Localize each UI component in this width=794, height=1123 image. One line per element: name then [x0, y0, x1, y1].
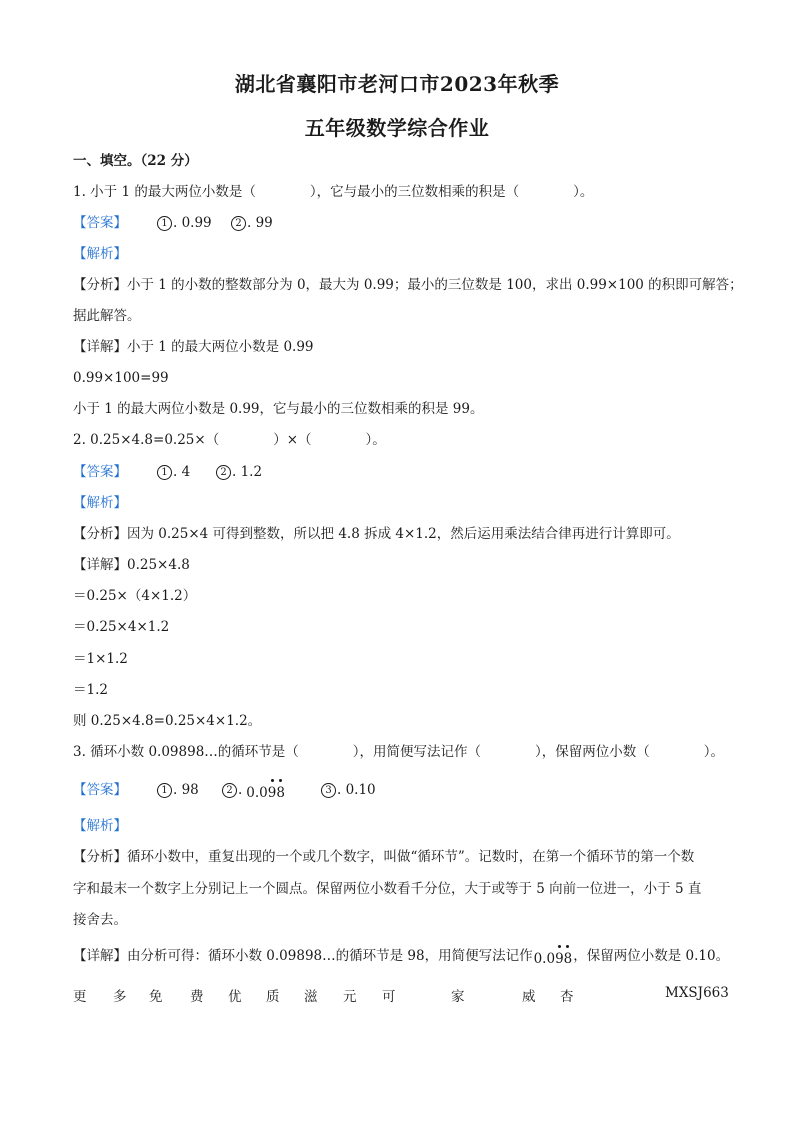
- answer-item: [157, 214, 212, 232]
- footer-char: 免: [149, 989, 163, 1005]
- detail-line: ＝0.25×4×1.2: [73, 619, 170, 635]
- detail-line: ＝0.25×（4×1.2）: [73, 588, 197, 604]
- answer-tag: 【答案】: [73, 215, 127, 231]
- footer-char: 质: [266, 989, 280, 1005]
- detail-line: [73, 338, 314, 356]
- repeat-prefix: 0.0: [533, 951, 556, 967]
- answer-text: . 99: [247, 215, 273, 231]
- fenxi-tag: 【分析】: [73, 277, 127, 293]
- repeating-decimal: [246, 784, 285, 802]
- detail-line: [73, 556, 190, 574]
- repeat-digit: [276, 784, 285, 802]
- detail-line: ＝1.2: [73, 682, 108, 698]
- circled-number: 1: [157, 783, 172, 798]
- answer-row-3: [73, 781, 433, 799]
- answer-item: [222, 781, 285, 799]
- detail-tag: 【详解】: [73, 339, 127, 355]
- answer-item: [157, 781, 199, 799]
- answer-text: . 4: [173, 464, 191, 480]
- footer-char: 费: [190, 989, 204, 1005]
- analysis-tag: 【解析】: [73, 818, 127, 834]
- detail-text: 由分析可得：循环小数 0.09898…的循环节是 98，用简便写法记作: [127, 948, 533, 964]
- answer-text: . 1.2: [232, 464, 263, 480]
- repeat-digit-text: 8: [563, 951, 573, 967]
- footer-char: 家: [451, 989, 465, 1005]
- footer-char: 多: [113, 989, 127, 1005]
- circled-number: 1: [157, 465, 172, 480]
- answer-item: [216, 463, 262, 481]
- answer-row-1: [73, 214, 373, 232]
- repeat-dot: [279, 779, 282, 782]
- footer-char: 可: [382, 989, 396, 1005]
- section-heading: 一、填空。（22 分）: [73, 153, 198, 169]
- answer-item: [321, 781, 376, 799]
- answer-item: [231, 214, 273, 232]
- fenxi-tag: 【分析】: [73, 849, 127, 865]
- fenxi-line: 接舍去。: [73, 912, 127, 928]
- fenxi-line: [73, 525, 680, 543]
- analysis-tag: 【解析】: [73, 495, 127, 511]
- fenxi-text: 循环小数中，重复出现的一个或几个数字，叫做“循环节”。记数时，在第一个循环节的第一个数: [127, 849, 695, 865]
- fenxi-line: [73, 276, 743, 294]
- detail-line: 小于 1 的最大两位小数是 0.99，它与最小的三位数相乘的积是 99。: [73, 401, 484, 417]
- repeating-decimal: [534, 950, 573, 968]
- question-1: 1. 小于 1 的最大两位小数是（ ），它与最小的三位数相乘的积是（ ）。: [73, 184, 594, 200]
- footer-char: 元: [343, 989, 357, 1005]
- repeat-prefix: 0.0: [246, 785, 268, 801]
- footer-char: 威: [522, 989, 536, 1005]
- answer-item: [157, 463, 190, 481]
- detail-tag: 【详解】: [73, 948, 127, 964]
- fenxi-text: 小于 1 的小数的整数部分为 0，最大为 0.99；最小的三位数是 100，求出 0.99×100 的积即可解答；: [127, 277, 743, 293]
- repeat-digit: [555, 950, 564, 968]
- detail-line: 0.99×100=99: [73, 370, 169, 386]
- fenxi-line: 字和最末一个数字上分别记上一个圆点。保留两位小数看千分位，大于或等于 5 向前一位进一，小于 5 直: [73, 881, 702, 897]
- repeat-digit: [564, 950, 573, 968]
- footer-char: 杏: [560, 989, 574, 1005]
- repeat-digit-text: 8: [276, 785, 285, 801]
- footer-char: 滋: [304, 989, 318, 1005]
- repeat-dot: [558, 945, 561, 948]
- circled-number: 2: [222, 783, 237, 798]
- circled-number: 1: [157, 216, 172, 231]
- answer-tag: 【答案】: [73, 782, 127, 798]
- answer-tag: 【答案】: [73, 464, 127, 480]
- title-line-2: 五年级数学综合作业: [304, 116, 490, 140]
- question-3: 3. 循环小数 0.09898…的循环节是（ ），用简便写法记作（ ），保留两位小数（ ）。: [73, 744, 725, 760]
- detail-tag: 【详解】: [73, 557, 127, 573]
- detail-text: 0.25×4.8: [127, 557, 190, 573]
- answer-row-2: [73, 463, 373, 481]
- answer-text: . 0.99: [173, 215, 212, 231]
- detail-line: 则 0.25×4.8=0.25×4×1.2。: [73, 713, 262, 729]
- circled-number: 2: [231, 216, 246, 231]
- detail-text: ，保留两位小数是 0.10。: [573, 948, 730, 964]
- detail-text: 小于 1 的最大两位小数是 0.99: [127, 339, 314, 355]
- fenxi-tag: 【分析】: [73, 526, 127, 542]
- repeat-dot: [566, 945, 569, 948]
- repeat-digit-text: 9: [267, 785, 277, 801]
- detail-line: [73, 947, 729, 965]
- circled-number: 2: [216, 465, 231, 480]
- detail-line: ＝1×1.2: [73, 651, 128, 667]
- footer-char: 更: [73, 989, 87, 1005]
- footer-char: 优: [228, 989, 242, 1005]
- analysis-tag: 【解析】: [73, 246, 127, 262]
- circled-number: 3: [321, 783, 336, 798]
- repeat-dot: [271, 779, 274, 782]
- question-2: 2. 0.25×4.8=0.25×（ ）×（ ）。: [73, 432, 386, 448]
- fenxi-line: 据此解答。: [73, 308, 141, 324]
- answer-text: . 0.10: [337, 782, 376, 798]
- fenxi-line: [73, 848, 694, 866]
- title-line-1: 湖北省襄阳市老河口市2023年秋季: [234, 72, 560, 96]
- answer-text: . 98: [173, 782, 199, 798]
- repeat-digit-text: 9: [555, 951, 564, 967]
- answer-text: .: [238, 782, 243, 798]
- repeat-digit: [268, 784, 277, 802]
- footer-code: MXSJ663: [665, 985, 729, 1001]
- fenxi-text: 因为 0.25×4 可得到整数，所以把 4.8 拆成 4×1.2，然后运用乘法结合律再进行计算即可。: [127, 526, 680, 542]
